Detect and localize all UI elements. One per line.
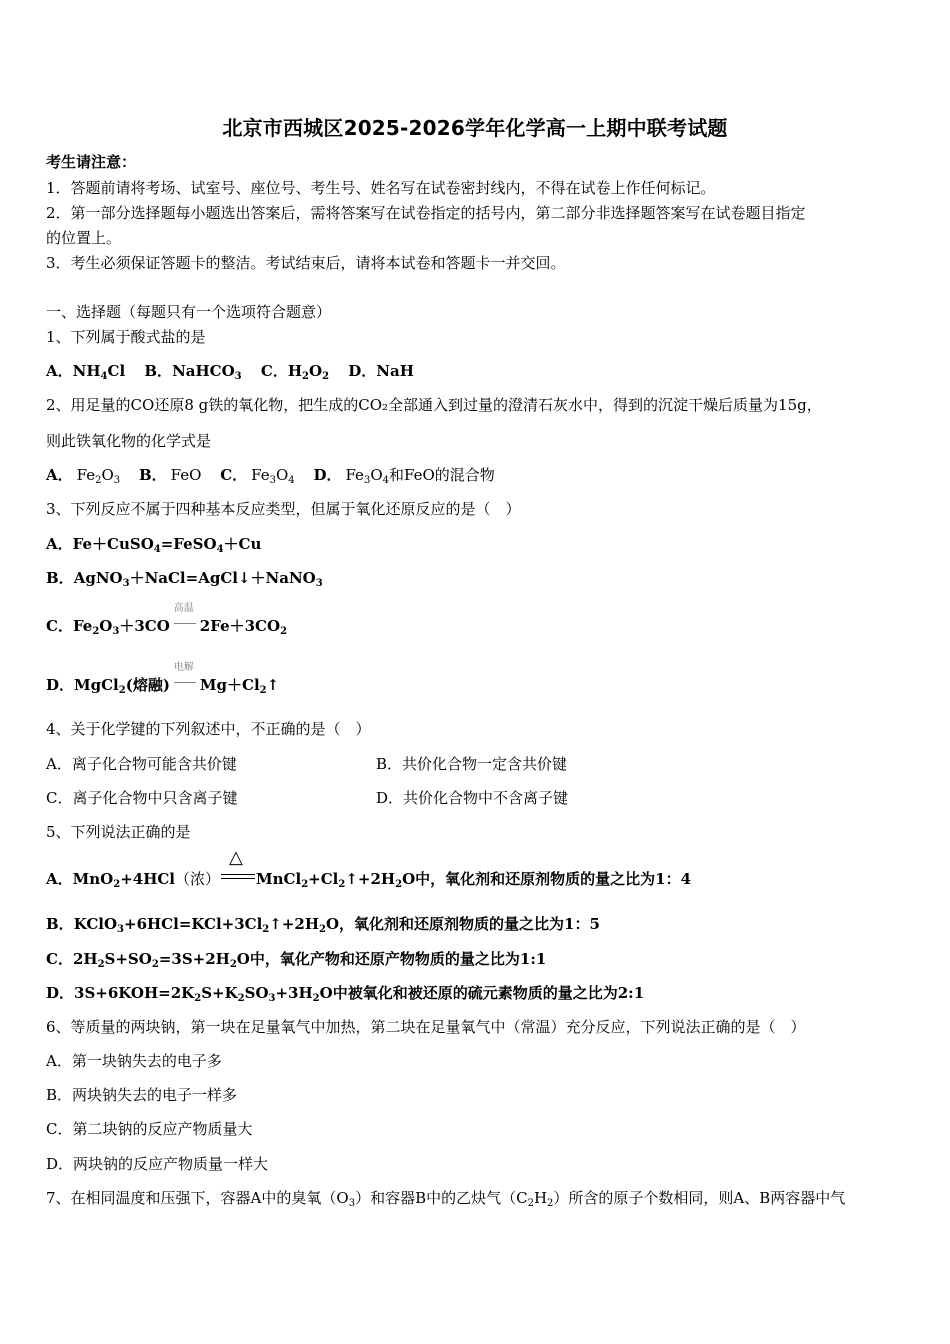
notice-item-3: 3．考生必须保证答题卡的整洁。考试结束后，请将本试卷和答题卡一并交回。	[46, 254, 566, 272]
option-label: C．	[260, 362, 288, 380]
q3-stem: 3、下列反应不属于四种基本反应类型，但属于氧化还原反应的是（ ）	[46, 500, 521, 518]
reaction-condition-arrow: 电解	[172, 674, 198, 692]
notice-item-2: 2．第一部分选择题每小题选出答案后，需将答案写在试卷指定的括号内，第二部分非选择题答案写在试卷题目指定	[46, 204, 806, 222]
q5-option-c: C．$2H_2S+SO_2=3S+2H_2O$中，氧化产物和还原产物物质的量之比为1:1	[46, 950, 547, 970]
q1-options: A．$NH_4Cl$ B．NaHCO$_3$ C．$H_2O_2$ D．NaH	[46, 362, 414, 382]
q5-option-b: B．$KClO_3+6HCl=KCl+3Cl_2↑+2H_2O$，氧化剂和还原剂物质的量之比为1：5	[46, 915, 600, 935]
notice-heading: 考生请注意：	[46, 153, 137, 171]
q3-option-a: A．Fe＋CuSO$_4$=FeSO$_4$＋Cu	[46, 535, 262, 555]
q2-options: A． $Fe_2O_3$ B． FeO C． $Fe_3O_4$ D． $Fe_3O_4$和FeO的混合物	[46, 466, 495, 486]
option-label: B．	[144, 362, 173, 380]
q2-stem-cont: 则此铁氧化物的化学式是	[46, 432, 212, 450]
q6-stem: 6、等质量的两块钠，第一块在足量氧气中加热，第二块在足量氧气中（常温）充分反应，下列说法正确的是（ ）	[46, 1018, 806, 1036]
q1-stem: 1、下列属于酸式盐的是	[46, 328, 206, 346]
q5-option-d: D．$3S+6KOH=2K_2S+K_2SO_3+3H_2O$中被氧化和被还原的硫元素物质的量之比为2:1	[46, 984, 645, 1004]
q7-stem: 7、在相同温度和压强下，容器A中的臭氧$(O_3)$和容器B中的乙炔气$(C_2H_2)$所含的原子个数相同，则A、B两容器中气	[46, 1189, 846, 1209]
q4-option-a: A．离子化合物可能含共价键	[46, 755, 237, 773]
reaction-condition-arrow: 高温	[172, 615, 198, 633]
option-label: D．	[348, 362, 377, 380]
q4-options-row2	[46, 788, 646, 808]
q5-stem: 5、下列说法正确的是	[46, 823, 191, 841]
q2-stem: 2、用足量的CO还原8 g铁的氧化物，把生成的CO₂全部通入到过量的澄清石灰水中，得到的沉淀干燥后质量为15g，	[46, 396, 822, 414]
heat-condition-arrow: △	[221, 868, 255, 886]
q4-options-row1	[46, 754, 646, 774]
q6-option-d: D．两块钠的反应产物质量一样大	[46, 1155, 269, 1173]
q3-option-c: C．$Fe_2O_3+3CO$ 高温 $2Fe+3CO_2$	[46, 603, 288, 637]
notice-item-2-cont: 的位置上。	[46, 229, 122, 247]
q4-option-b: B．共价化合物一定含共价键	[376, 755, 568, 773]
section-heading: 一、选择题（每题只有一个选项符合题意）	[46, 303, 332, 321]
q4-option-d: D．共价化合物中不含离子键	[376, 789, 569, 807]
q4-stem: 4、关于化学键的下列叙述中，不正确的是（ ）	[46, 720, 371, 738]
q5-option-a: A．MnO$_2$+4HCl（浓） △ $MnCl_2+Cl_2↑+2H_2O$中，氧化剂和还原剂物质的量之比为1：4	[46, 847, 692, 890]
option-label: A．	[46, 362, 73, 380]
q6-option-b: B．两块钠失去的电子一样多	[46, 1086, 238, 1104]
q3-option-b: B．AgNO$_3$＋NaCl=AgCl↓＋NaNO$_3$	[46, 569, 323, 589]
notice-item-1: 1．答题前请将考场、试室号、座位号、考生号、姓名写在试卷密封线内，不得在试卷上作任何标记。	[46, 179, 716, 197]
q3-option-d: D．MgCl$_2$(熔融) 电解 $Mg+Cl_2↑$	[46, 662, 280, 696]
exam-title: 北京市西城区2025-2026学年化学高一上期中联考试题	[222, 116, 728, 140]
q6-option-c: C．第二块钠的反应产物质量大	[46, 1120, 253, 1138]
q4-option-c: C．离子化合物中只含离子键	[46, 789, 238, 807]
q6-option-a: A．第一块钠失去的电子多	[46, 1052, 222, 1070]
